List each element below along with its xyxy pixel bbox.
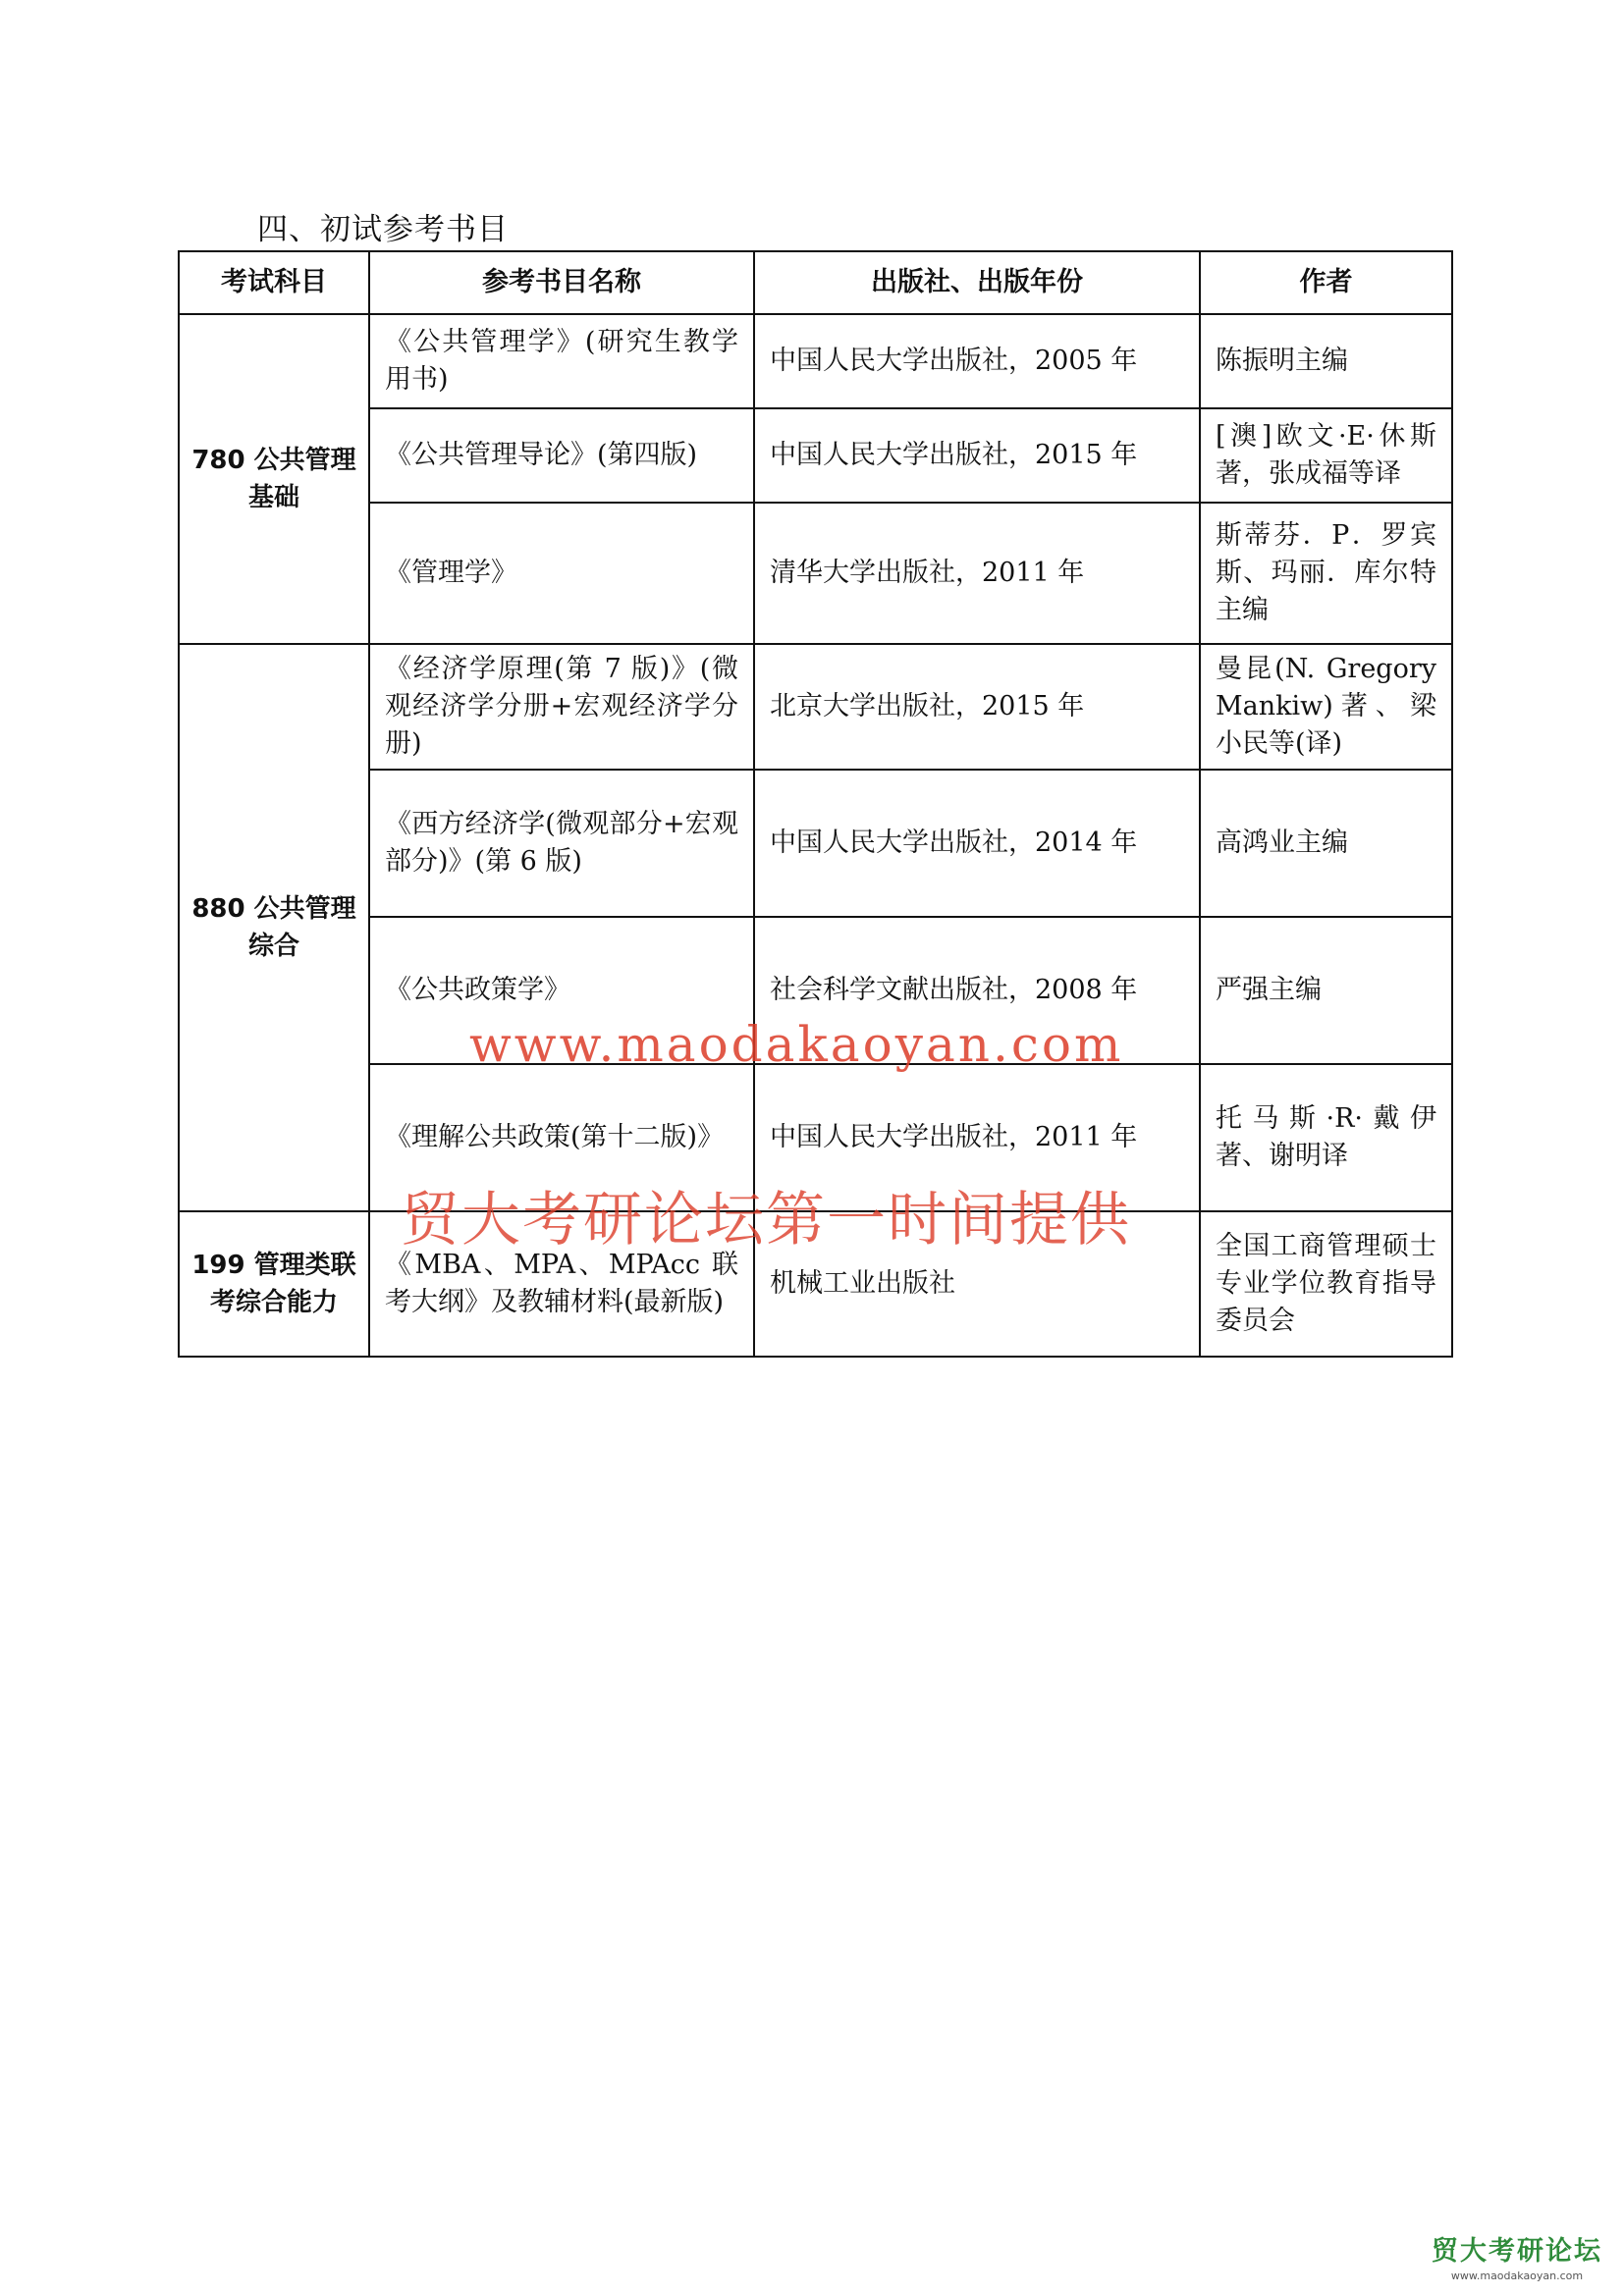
footer-logo [1432, 2229, 1602, 2282]
publisher-cell: 中国人民大学出版社，2015 年 [754, 408, 1200, 503]
table-row [179, 503, 1452, 644]
publisher-cell: 机械工业出版社 [754, 1211, 1200, 1357]
watermark-text: 贸大考研论坛第一时间提供 [401, 1186, 1131, 1255]
publisher-cell: 社会科学文献出版社，2008 年 [754, 917, 1200, 1064]
author-cell: 斯蒂芬．P．罗宾斯、玛丽．库尔特主编 [1200, 503, 1452, 644]
header-author: 作者 [1200, 251, 1452, 314]
book-cell: 《经济学原理(第 7 版)》(微观经济学分册+宏观经济学分册) [369, 644, 754, 770]
publisher-cell: 清华大学出版社，2011 年 [754, 503, 1200, 644]
table-header-row [179, 251, 1452, 314]
header-book: 参考书目名称 [369, 251, 754, 314]
subject-cell: 780 公共管理基础 [179, 314, 369, 644]
author-cell: 严强主编 [1200, 917, 1452, 1064]
subject-cell: 880 公共管理综合 [179, 644, 369, 1211]
author-cell: 陈振明主编 [1200, 314, 1452, 408]
table-row [179, 770, 1452, 917]
header-subject: 考试科目 [179, 251, 369, 314]
table-row [179, 644, 1452, 770]
author-cell: 曼昆(N. Gregory Mankiw)著、梁小民等(译) [1200, 644, 1452, 770]
footer-logo-url: www.maodakaoyan.com [1450, 2269, 1584, 2282]
subject-cell: 199 管理类联考综合能力 [179, 1211, 369, 1357]
book-cell: 《西方经济学(微观部分+宏观部分)》(第 6 版) [369, 770, 754, 917]
publisher-cell: 中国人民大学出版社，2014 年 [754, 770, 1200, 917]
watermark-url: www.maodakaoyan.com [469, 1016, 1124, 1073]
section-title: 四、初试参考书目 [257, 212, 509, 247]
header-publisher: 出版社、出版年份 [754, 251, 1200, 314]
author-cell: 高鸿业主编 [1200, 770, 1452, 917]
book-cell: 《管理学》 [369, 503, 754, 644]
author-cell: 托马斯·R·戴伊著、谢明译 [1200, 1064, 1452, 1211]
book-cell: 《公共管理学》(研究生教学用书) [369, 314, 754, 408]
book-cell: 《公共管理导论》(第四版) [369, 408, 754, 503]
book-cell: 《MBA、MPA、MPAcc 联考大纲》及教辅材料(最新版) [369, 1211, 754, 1357]
publisher-cell: 北京大学出版社，2015 年 [754, 644, 1200, 770]
author-cell: 全国工商管理硕士专业学位教育指导委员会 [1200, 1211, 1452, 1357]
book-cell: 《公共政策学》 [369, 917, 754, 1064]
book-cell: 《理解公共政策(第十二版)》 [369, 1064, 754, 1211]
table-row [179, 314, 1452, 408]
footer-logo-name: 贸大考研论坛 [1432, 2236, 1602, 2267]
table-row [179, 408, 1452, 503]
publisher-cell: 中国人民大学出版社，2011 年 [754, 1064, 1200, 1211]
author-cell: [澳]欧文·E·休斯著，张成福等译 [1200, 408, 1452, 503]
publisher-cell: 中国人民大学出版社，2005 年 [754, 314, 1200, 408]
